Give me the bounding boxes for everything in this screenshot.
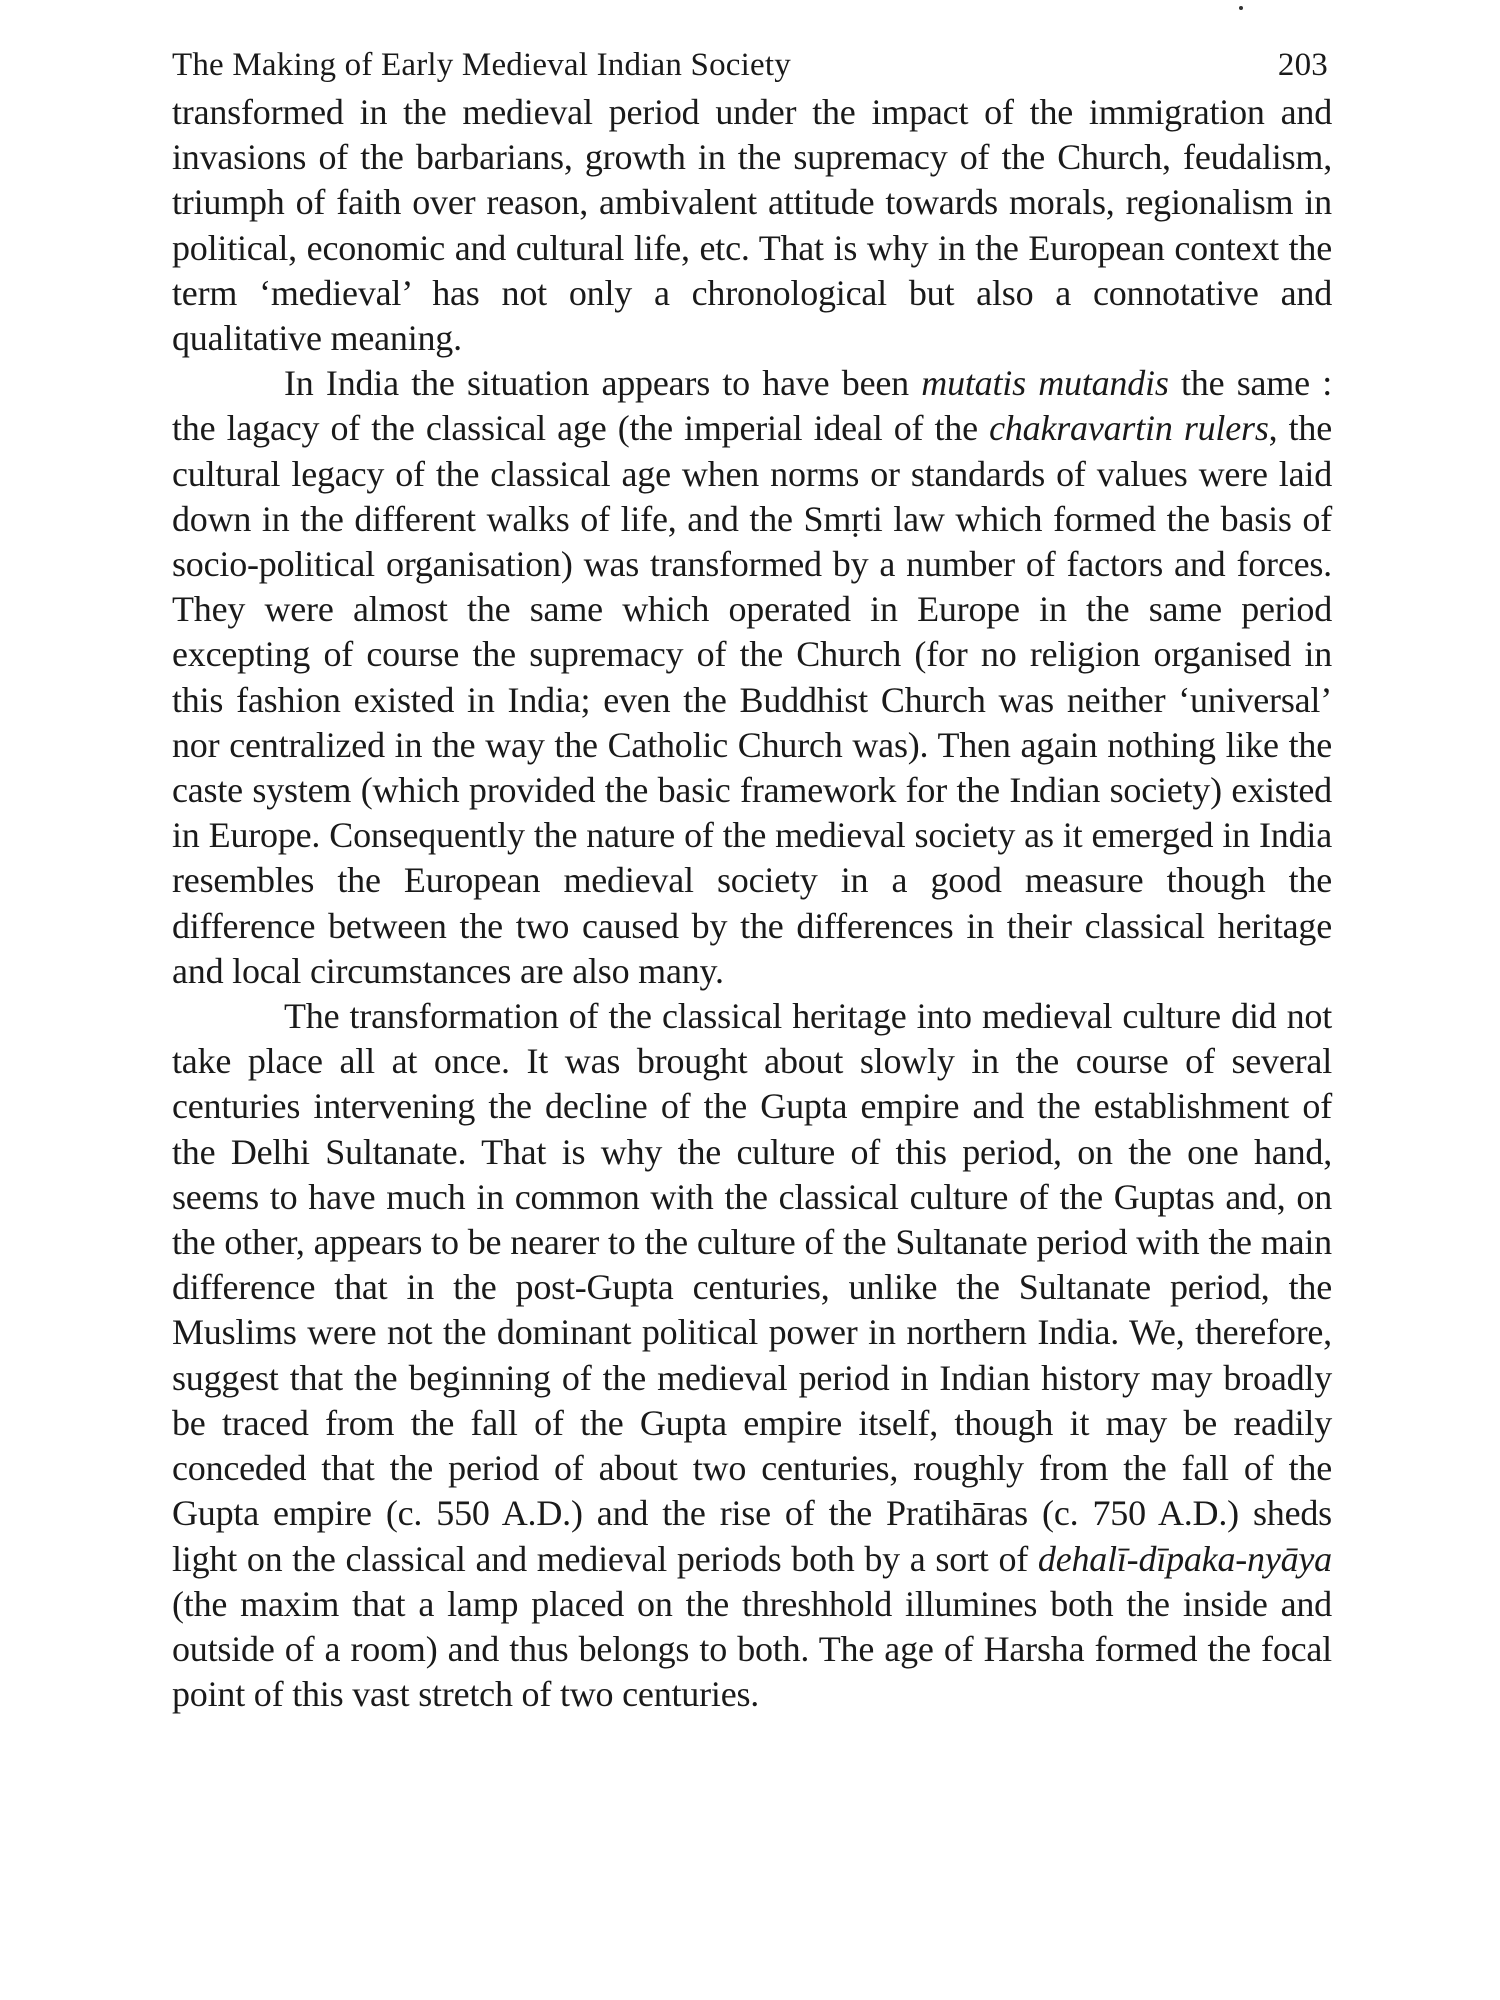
paragraph-2 <box>172 361 1332 994</box>
page-header <box>172 40 1332 90</box>
text-segment: transformed in the medieval period under the impact of the immigration and invasions of the barbarians, growth in the supremacy of the Church, feudalism, triumph of faith over reason, ambivalent attitude towards morals, regionalism in political, economic and cultural life, etc. That is why in the European context the term ‘medieval’ has not only a chronological but also a connotative and qualitative meaning. <box>172 92 1332 359</box>
book-page <box>172 40 1332 1717</box>
text-segment: the same : the lagacy of the classical age (the imperial ideal of the <box>172 363 1332 449</box>
italic-term: mutatis mutandis <box>921 363 1169 404</box>
running-title: The Making of Early Medieval Indian Society <box>172 47 791 83</box>
italic-term: dehalī-dīpaka-nyāya <box>1037 1538 1332 1579</box>
page-number: 203 <box>1277 47 1328 83</box>
paragraph-1 <box>172 90 1332 361</box>
text-segment: (the maxim that a lamp placed on the threshhold illumines both the inside and outside of a room) and thus belongs to both. The age of Harsha formed the focal point of this vast stretch of two centuries. <box>172 1583 1332 1715</box>
paragraph-3 <box>172 994 1332 1717</box>
text-segment: The transformation of the classical heritage into medieval culture did not take place all at once. It was brought about slowly in the course of several centuries intervening the decline of the Gupta empire and the establishment of the Delhi Sultanate. That is why the culture of this period, on the one hand, seems to have much in common with the classical culture of the Guptas and, on the other, appears to be nearer to the culture of the Sultanate period with the main difference that in the post-Gupta centuries, unlike the Sultanate period, the Muslims were not the dominant political power in northern India. We, therefore, suggest that the beginning of the medieval period in Indian history may broadly be traced from the fall of the Gupta empire itself, though it may be readily conceded that the period of about two centuries, roughly from the fall of the Gupta empire (c. 550 A.D.) and the rise of the Pratihāras (c. 750 A.D.) sheds light on the classical and medieval periods both by a sort of <box>172 996 1332 1579</box>
text-segment: , the cultural legacy of the classical age when norms or standards of values were laid down in the different walks of life, and the Smṛti law which formed the basis of socio-political organisation) was transformed by a number of factors and forces. They were almost the same which operated in Europe in the same period excepting of course the supremacy of the Church (for no religion organised in this fashion existed in India; even the Buddhist Church was neither ‘universal’ nor centralized in the way the Catholic Church was). Then again nothing like the caste system (which provided the basic framework for the Indian society) existed in Europe. Consequently the nature of the medieval society as it emerged in India resembles the European medieval society in a good measure though the difference between the two caused by the differences in their classical heritage and local circumstances are also many. <box>172 408 1333 991</box>
italic-term: chakravartin rulers <box>989 408 1269 449</box>
scan-speck <box>1239 6 1243 10</box>
text-segment: In India the situation appears to have been <box>284 363 922 404</box>
